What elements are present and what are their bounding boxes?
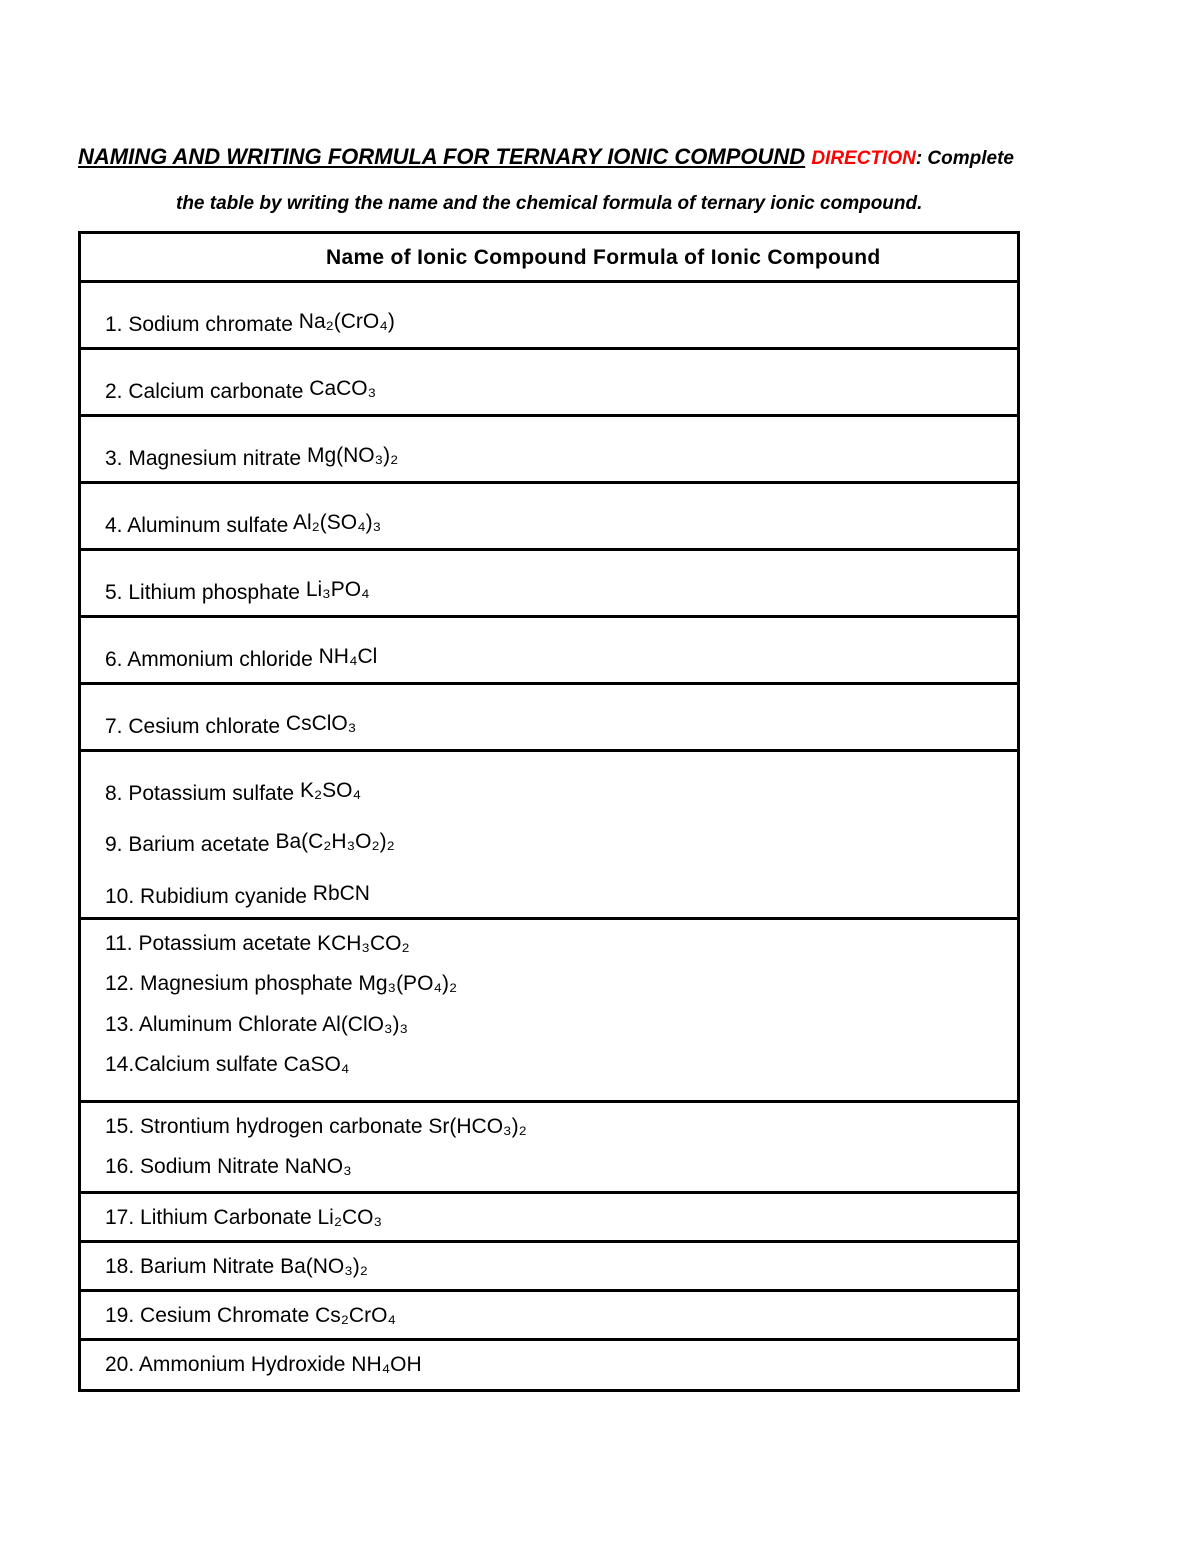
table-row: [81, 1194, 1017, 1243]
compound-entry: [105, 1255, 368, 1279]
compound-name: 13. Aluminum Chlorate: [105, 1013, 318, 1036]
compound-name: 8. Potassium sulfate: [105, 782, 295, 805]
compound-name: 16. Sodium Nitrate: [105, 1155, 279, 1178]
compound-name: 5. Lithium phosphate: [105, 581, 300, 604]
compound-name: 17. Lithium Carbonate: [105, 1206, 312, 1229]
table-row: [81, 484, 1017, 551]
compound-formula: KCH₃CO₂: [317, 932, 410, 955]
worksheet-title-line: [78, 144, 1078, 170]
compound-formula: Na₂(CrO₄): [298, 310, 395, 333]
table-row: [81, 920, 1017, 1103]
compound-name: 12. Magnesium phosphate: [105, 972, 353, 995]
table-row: [81, 1341, 1017, 1389]
compound-formula: Li₃PO₄: [305, 578, 370, 601]
compound-entry: [105, 1304, 396, 1328]
compound-formula: Al(ClO₃)₃: [322, 1013, 409, 1036]
compound-name: 20. Ammonium Hydroxide: [105, 1353, 346, 1376]
compound-name: 4. Aluminum sulfate: [105, 514, 289, 537]
table-row: [81, 551, 1017, 618]
table-row: [81, 618, 1017, 685]
table-row: [81, 1103, 1017, 1194]
compound-name: 2. Calcium carbonate: [105, 380, 304, 403]
compound-entry: [105, 1115, 527, 1139]
table-row: [81, 752, 1017, 920]
compound-name: 15. Strontium hydrogen carbonate: [105, 1115, 423, 1138]
compound-formula: CaCO₃: [309, 377, 377, 400]
compound-formula: Ba(NO₃)₂: [280, 1255, 368, 1278]
compound-formula: CsClO₃: [285, 712, 357, 735]
table-row: [81, 350, 1017, 417]
compound-entry: [105, 932, 410, 956]
compound-name: 14.Calcium sulfate: [105, 1053, 278, 1076]
compound-formula: K₂SO₄: [299, 779, 362, 802]
compound-name: 3. Magnesium nitrate: [105, 447, 302, 470]
compound-formula: Sr(HCO₃)₂: [428, 1115, 527, 1138]
compound-formula: NH₄Cl: [318, 645, 378, 668]
table-row: [81, 417, 1017, 484]
compound-formula: Ba(C₂H₃O₂)₂: [275, 830, 395, 853]
table-header-row: [81, 234, 1017, 283]
compound-formula: NaNO₃: [284, 1155, 352, 1178]
compound-entry: [105, 1206, 382, 1230]
compound-entry: [105, 511, 382, 538]
direction-text: the table by writing the name and the chemical formula of ternary ionic compound.: [176, 193, 923, 214]
direction-label: DIRECTION: [811, 148, 916, 169]
compound-formula: Li₂CO₃: [317, 1206, 383, 1229]
compound-entry: [105, 1155, 352, 1179]
worksheet-title: NAMING AND WRITING FORMULA FOR TERNARY IONIC COMPOUND: [78, 144, 806, 169]
compound-entry: [105, 444, 399, 471]
compound-entry: [105, 377, 377, 404]
compound-formula: RbCN: [312, 882, 370, 905]
compound-entry: [105, 882, 370, 909]
compound-entry: [105, 1013, 408, 1037]
compound-entry: [105, 645, 378, 672]
compound-formula: Cs₂CrO₄: [315, 1304, 396, 1327]
compound-entry: [105, 779, 362, 806]
compound-entry: [105, 712, 357, 739]
compound-name: 6. Ammonium chloride: [105, 648, 313, 671]
compound-name: 7. Cesium chlorate: [105, 715, 281, 738]
compound-entry: [105, 1053, 349, 1077]
table-header: Name of Ionic Compound Formula of Ionic Compound: [326, 246, 881, 269]
compound-name: 19. Cesium Chromate: [105, 1304, 310, 1327]
compound-name: 18. Barium Nitrate: [105, 1255, 275, 1278]
compound-entry: [105, 310, 395, 337]
compound-name: 10. Rubidium cyanide: [105, 885, 307, 908]
compound-entry: [105, 1353, 422, 1377]
compound-name: 11. Potassium acetate: [105, 932, 312, 955]
table-row: [81, 685, 1017, 752]
compound-name: 9. Barium acetate: [105, 833, 270, 856]
compound-entry: [105, 972, 457, 996]
compound-formula: Mg₃(PO₄)₂: [358, 972, 458, 995]
compound-name: 1. Sodium chromate: [105, 313, 293, 336]
table-row: [81, 1243, 1017, 1292]
compound-entry: [105, 578, 370, 605]
compound-formula: Mg(NO₃)₂: [306, 444, 399, 467]
compound-formula: NH₄OH: [351, 1353, 422, 1376]
table-row: [81, 1292, 1017, 1341]
compound-table: [78, 231, 1020, 1392]
compound-entry: [105, 830, 395, 857]
direction-text-start: : Complete: [915, 148, 1015, 169]
table-row: [81, 283, 1017, 350]
compound-formula: CaSO₄: [283, 1053, 350, 1076]
compound-formula: Al₂(SO₄)₃: [292, 511, 382, 534]
